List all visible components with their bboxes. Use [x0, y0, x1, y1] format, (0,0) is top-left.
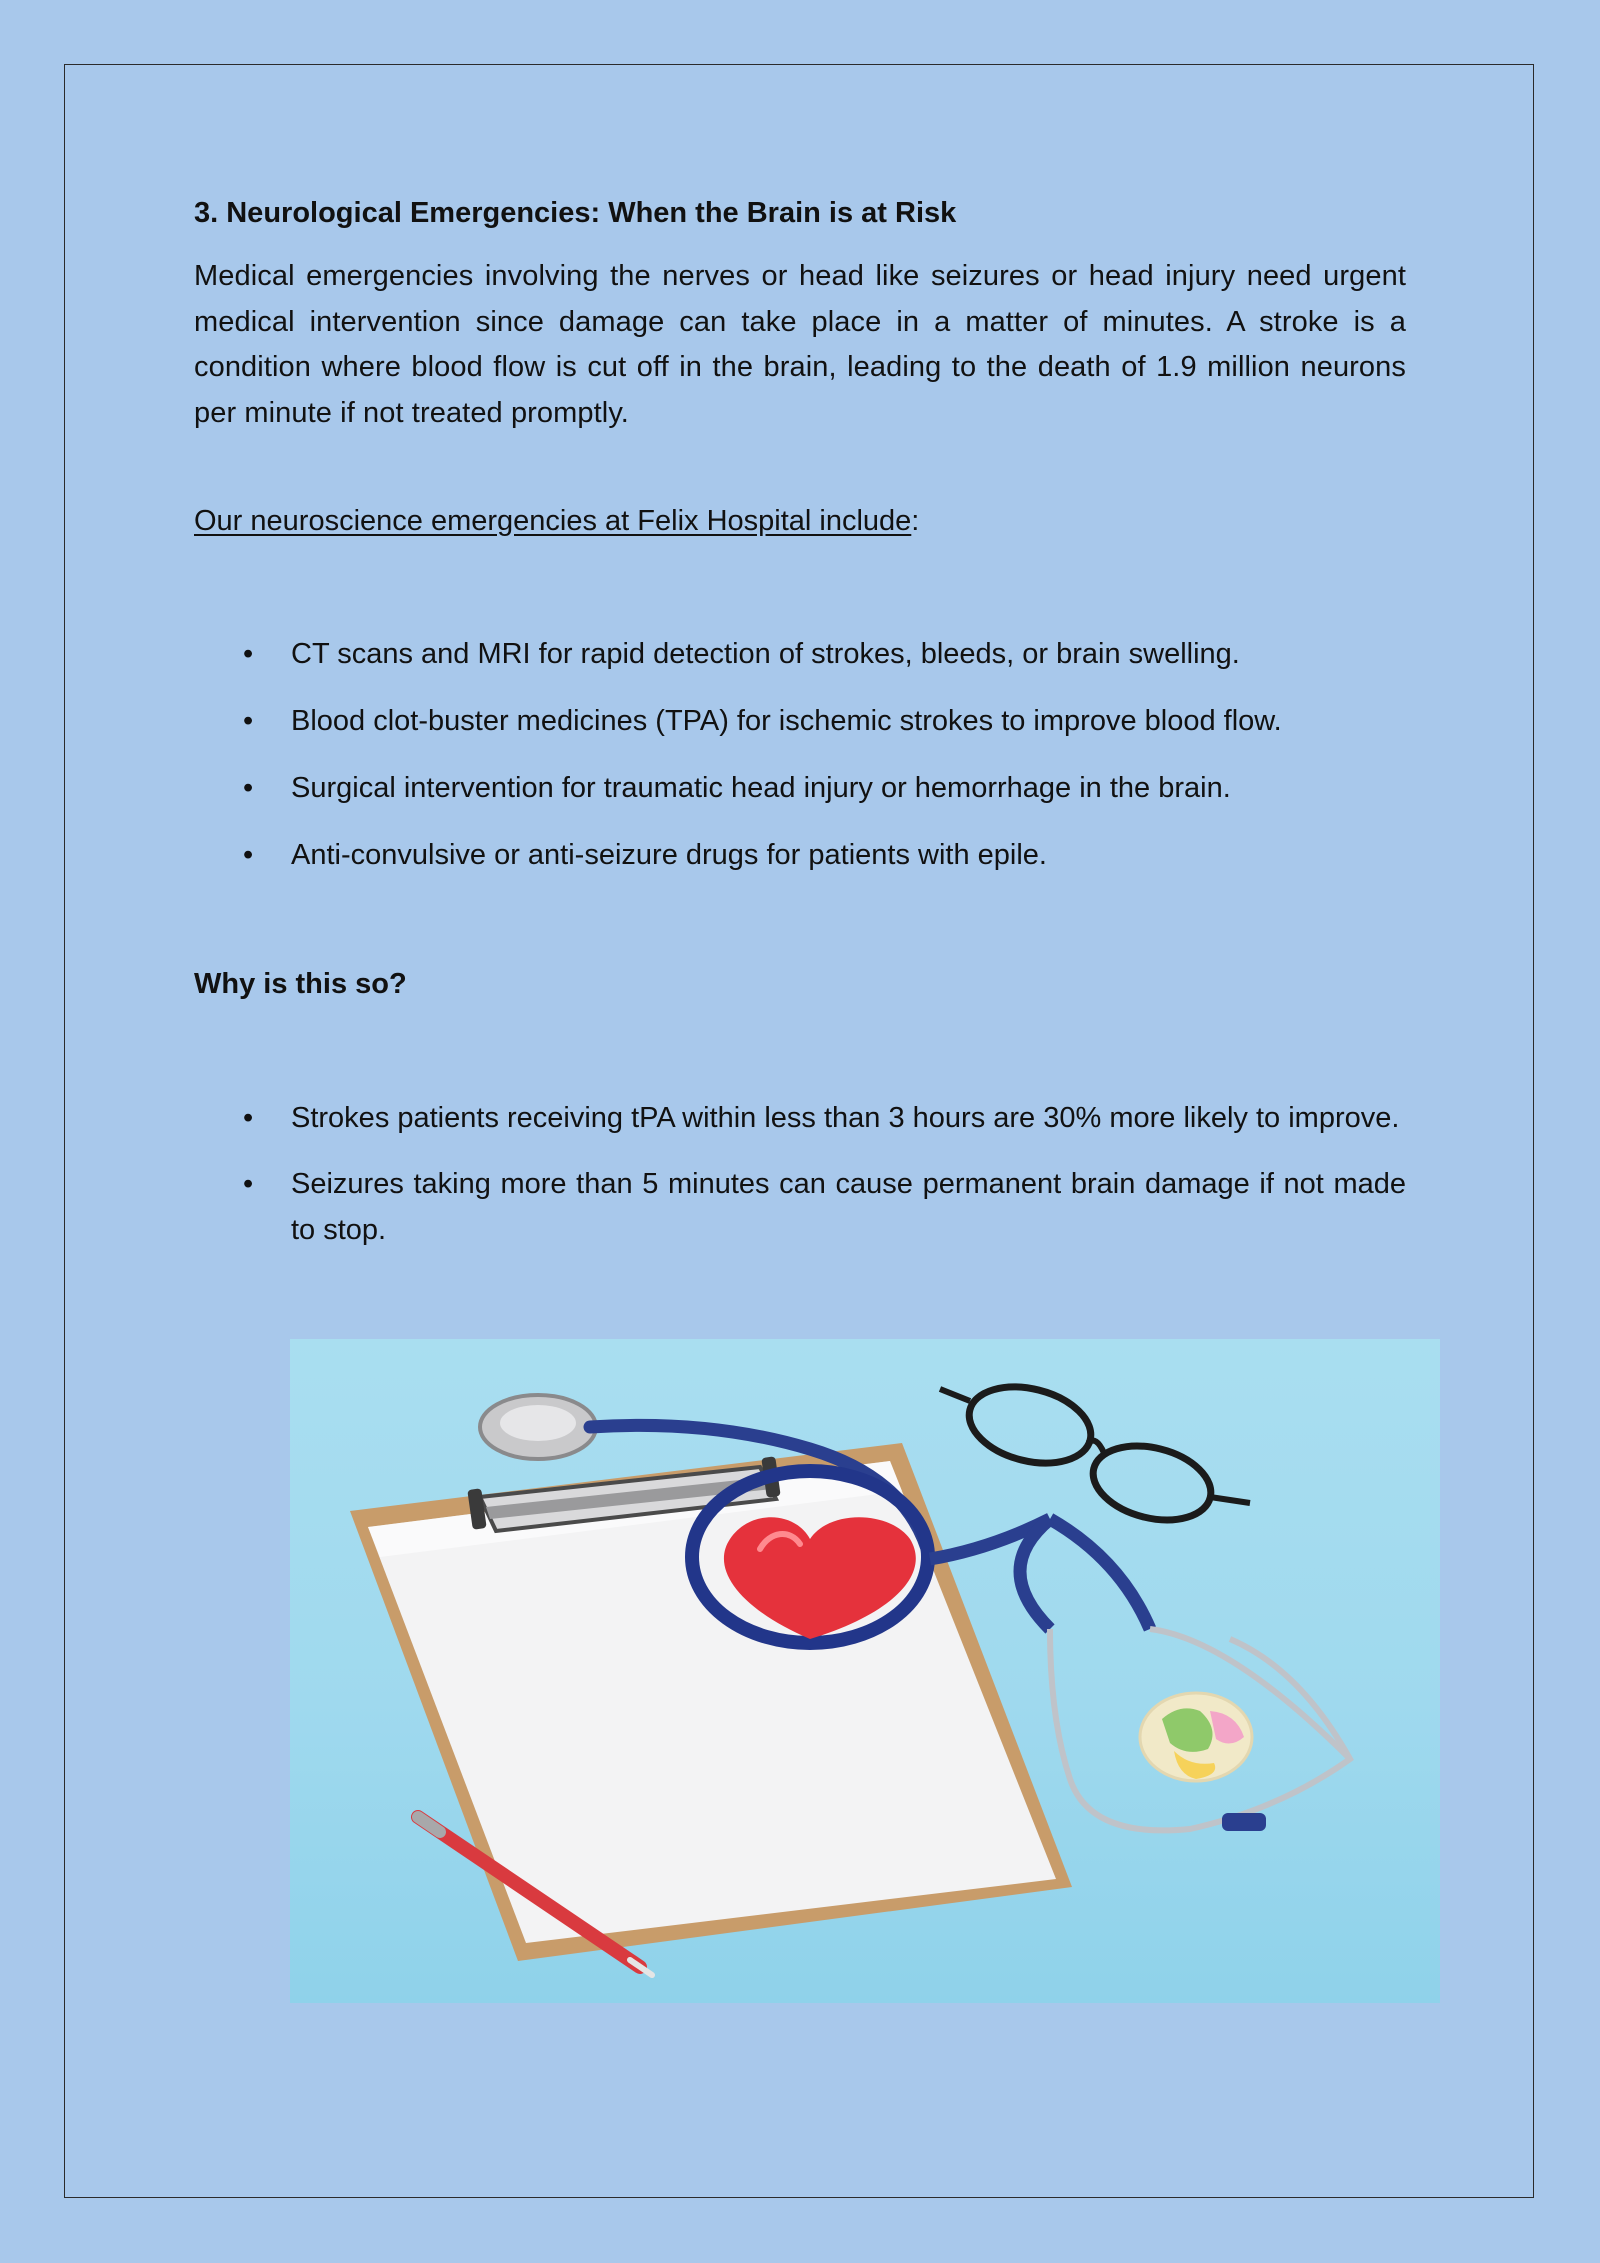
document-content [194, 190, 1406, 1253]
list-item [194, 1162, 1406, 1253]
bullet-icon: • [243, 638, 254, 670]
stethoscope-clipboard-photo [290, 1339, 1440, 2003]
bullet-icon: • [243, 1101, 254, 1134]
list-item-text: Surgical intervention for traumatic head injury or hemorrhage in the brain. [291, 772, 1231, 804]
list-item-text: Anti-convulsive or anti-seizure drugs for patients with epile. [291, 839, 1047, 871]
list-item-text: Strokes patients receiving tPA within less than 3 hours are 30% more likely to improve. [291, 1101, 1400, 1134]
why-heading: Why is this so? [194, 967, 407, 1000]
bullet-icon: • [243, 705, 254, 737]
list-item-text: Blood clot-buster medicines (TPA) for ischemic strokes to improve blood flow. [291, 705, 1282, 737]
services-subheading [194, 499, 1406, 544]
list-item-text: Seizures taking more than 5 minutes can cause permanent brain damage if not made to stop. [291, 1168, 1406, 1246]
bullet-icon: • [243, 839, 254, 871]
intro-paragraph: Medical emergencies involving the nerves or head like seizures or head injury need urgent medical intervention since damage can take place in a matter of minutes. A stroke is a condition where blood flow is cut off in the brain, leading to the death of 1.9 million neurons per minute if not treated promptly. [194, 260, 1406, 429]
list-item [194, 833, 1406, 879]
globe-icon [1140, 1693, 1252, 1781]
bullet-icon: • [243, 772, 254, 804]
list-item [194, 699, 1406, 745]
list-item [194, 1096, 1406, 1142]
section-title: 3. Neurological Emergencies: When the Brain is at Risk [194, 197, 957, 229]
list-item-text: CT scans and MRI for rapid detection of strokes, bleeds, or brain swelling. [291, 638, 1240, 670]
services-subheading-colon: : [911, 505, 920, 537]
photo-illustration [290, 1339, 1440, 2003]
bullet-icon: • [243, 1168, 254, 1200]
glasses-icon [940, 1375, 1250, 1531]
services-subheading-text: Our neuroscience emergencies at Felix Hospital include [194, 505, 912, 537]
list-item [194, 766, 1406, 812]
services-list [194, 632, 1406, 879]
list-item [194, 632, 1406, 678]
reasons-list [194, 1096, 1406, 1254]
